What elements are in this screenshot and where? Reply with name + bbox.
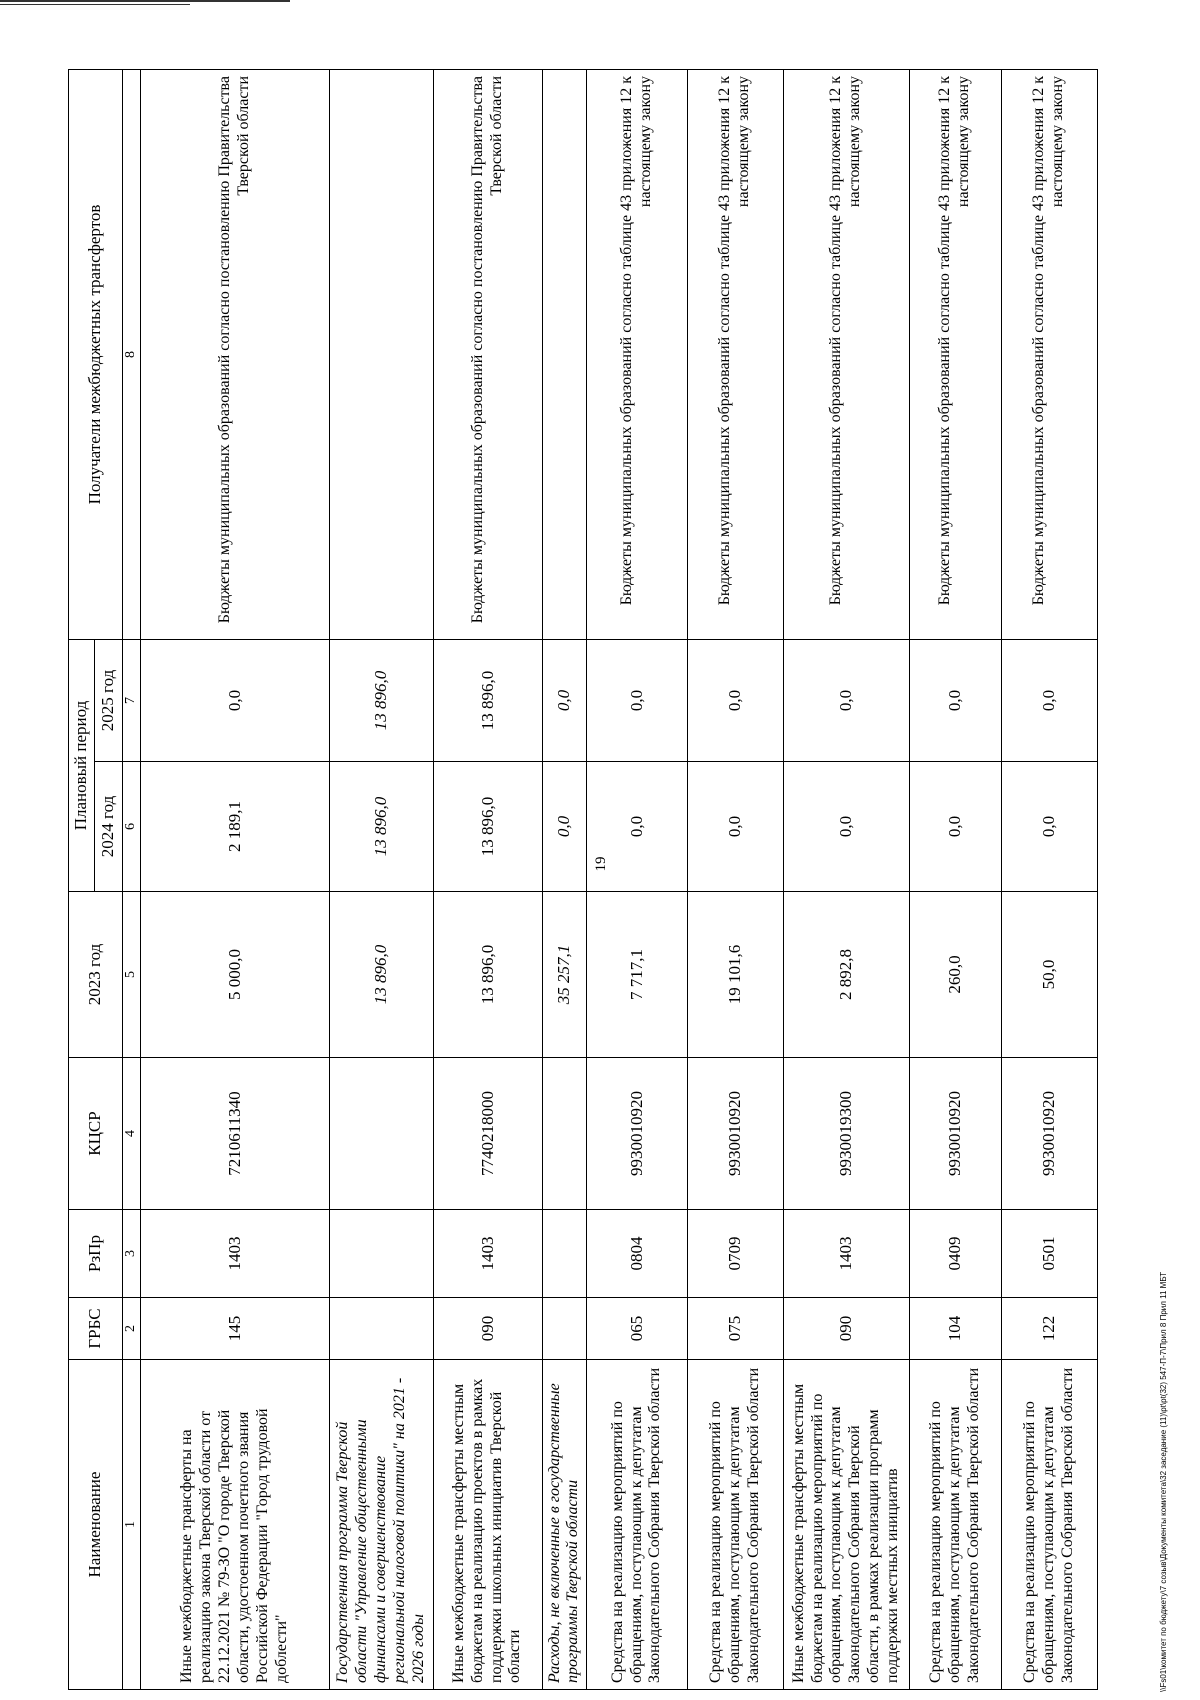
scan-edge-line [0,4,190,5]
table-row [687,69,783,1689]
row-amount-2024: 2 189,1 [141,762,329,892]
row-rzpr [542,1210,587,1298]
row-kcsr [329,1058,433,1210]
scan-edge-line [0,0,290,2]
table-row [784,69,910,1689]
row-rzpr: 0409 [909,1210,1001,1298]
row-amount-2024: 13 896,0 [433,762,542,892]
row-amount-2023: 5 000,0 [141,892,329,1058]
row-grbs: 122 [1001,1298,1097,1360]
table-row [141,69,329,1689]
row-recipients: Бюджеты муниципальных образований согласно таблице 43 приложения 12 к настоящему закону [784,69,910,639]
row-recipients: Бюджеты муниципальных образований согласно постановлению Правительства Тверской области [141,69,329,639]
row-rzpr: 0804 [587,1210,687,1298]
row-name: Иные межбюджетные трансферты на реализацию закона Тверской области от 22.12.2021 № 79-ЗО "О городе Тверской области, удостоенном почетного звания Российской Федерации "Город трудовой доблести" [141,1360,329,1690]
header-name: Наименование [69,1360,123,1690]
row-kcsr: 9930019300 [784,1058,910,1210]
row-kcsr: 7740218000 [433,1058,542,1210]
row-kcsr: 9930010920 [687,1058,783,1210]
table-row [909,69,1001,1689]
column-number: 2 [123,1298,141,1360]
row-rzpr: 1403 [433,1210,542,1298]
column-number: 4 [123,1058,141,1210]
header-planned-period: Плановый период [69,639,95,891]
row-amount-2024: 0,0 [909,762,1001,892]
row-amount-2023: 7 717,1 [587,892,687,1058]
header-rzpr: РзПр [69,1210,123,1298]
row-name: Иные межбюджетные трансферты местным бюджетам на реализацию проектов в рамках поддержки школьных инициатив Тверской области [433,1360,542,1690]
row-rzpr: 0709 [687,1210,783,1298]
row-recipients: Бюджеты муниципальных образований согласно постановлению Правительства Тверской области [433,69,542,639]
row-amount-2024: 0,0 [587,762,687,892]
header-grbs: ГРБС [69,1298,123,1360]
rotated-document [68,70,1098,1690]
row-kcsr: 9930010920 [1001,1058,1097,1210]
row-amount-2024: 0,0 [542,762,587,892]
row-name: Иные межбюджетные трансферты местным бюджетам на реализацию мероприятий по обращениям, поступающим к депутатам Законодательного Собрания Тверской области, в рамках реализации программ поддержки местных инициатив [784,1360,910,1690]
row-grbs: 104 [909,1298,1001,1360]
row-recipients: Бюджеты муниципальных образований согласно таблице 43 приложения 12 к настоящему закону [587,69,687,639]
row-name: Средства на реализацию мероприятий по обращениям, поступающим к депутатам Законодательного Собрания Тверской области [1001,1360,1097,1690]
table-row [329,69,433,1689]
table-row [1001,69,1097,1689]
row-grbs: 090 [433,1298,542,1360]
row-amount-2025: 0,0 [687,639,783,761]
row-amount-2025: 0,0 [141,639,329,761]
row-amount-2025: 13 896,0 [329,639,433,761]
column-number: 5 [123,892,141,1058]
row-kcsr: 7210611340 [141,1058,329,1210]
column-number: 1 [123,1360,141,1690]
row-amount-2025: 0,0 [587,639,687,761]
row-name: Расходы, не включенные в государственные программы Тверской области [542,1360,587,1690]
row-amount-2025: 0,0 [909,639,1001,761]
row-amount-2024: 0,0 [1001,762,1097,892]
row-amount-2025: 13 896,0 [433,639,542,761]
row-name: Государственная программа Тверской области "Управление общественными финансами и совершенствование региональной налоговой политики" на 2021 - 2026 годы [329,1360,433,1690]
header-kcsr: КЦСР [69,1058,123,1210]
row-grbs: 145 [141,1298,329,1360]
row-amount-2023: 50,0 [1001,892,1097,1058]
row-recipients [329,69,433,639]
row-amount-2023: 2 892,8 [784,892,910,1058]
row-grbs [329,1298,433,1360]
column-number: 7 [123,639,141,761]
row-rzpr: 1403 [784,1210,910,1298]
column-number: 6 [123,762,141,892]
row-kcsr [542,1058,587,1210]
row-recipients [542,69,587,639]
footer-file-path: \\Fs01\комитет по бюджету\7 созыв\Документы комитета\32 заседание (11)\pt\pt(32) 547-П-7\Прил 8 Прил 11 МБТ [1159,1271,1168,1692]
row-grbs: 075 [687,1298,783,1360]
row-name: Средства на реализацию мероприятий по обращениям, поступающим к депутатам Законодательного Собрания Тверской области [909,1360,1001,1690]
table-row [433,69,542,1689]
header-recipients: Получатели межбюджетных трансфертов [69,69,123,639]
table-row [587,69,687,1689]
table-row [542,69,587,1689]
row-grbs: 065 [587,1298,687,1360]
header-2024: 2024 год [95,762,123,892]
row-amount-2023: 35 257,1 [542,892,587,1058]
row-grbs [542,1298,587,1360]
row-rzpr: 1403 [141,1210,329,1298]
row-name: Средства на реализацию мероприятий по обращениям, поступающим к депутатам Законодательного Собрания Тверской области [687,1360,783,1690]
row-amount-2023: 13 896,0 [329,892,433,1058]
row-rzpr: 0501 [1001,1210,1097,1298]
header-2023: 2023 год [69,892,123,1058]
row-amount-2023: 260,0 [909,892,1001,1058]
column-number: 8 [123,69,141,639]
row-recipients: Бюджеты муниципальных образований согласно таблице 43 приложения 12 к настоящему закону [909,69,1001,639]
row-amount-2025: 0,0 [1001,639,1097,761]
row-amount-2023: 19 101,6 [687,892,783,1058]
row-amount-2025: 0,0 [542,639,587,761]
page-number: 19 [593,856,609,872]
row-amount-2023: 13 896,0 [433,892,542,1058]
row-amount-2024: 0,0 [687,762,783,892]
row-rzpr [329,1210,433,1298]
row-recipients: Бюджеты муниципальных образований согласно таблице 43 приложения 12 к настоящему закону [1001,69,1097,639]
row-amount-2024: 13 896,0 [329,762,433,892]
row-kcsr: 9930010920 [909,1058,1001,1210]
header-2025: 2025 год [95,639,123,761]
row-recipients: Бюджеты муниципальных образований согласно таблице 43 приложения 12 к настоящему закону [687,69,783,639]
row-name: Средства на реализацию мероприятий по обращениям, поступающим к депутатам Законодательного Собрания Тверской области [587,1360,687,1690]
transfers-table [68,69,1098,1690]
row-grbs: 090 [784,1298,910,1360]
column-number: 3 [123,1210,141,1298]
row-kcsr: 9930010920 [587,1058,687,1210]
row-amount-2024: 0,0 [784,762,910,892]
row-amount-2025: 0,0 [784,639,910,761]
